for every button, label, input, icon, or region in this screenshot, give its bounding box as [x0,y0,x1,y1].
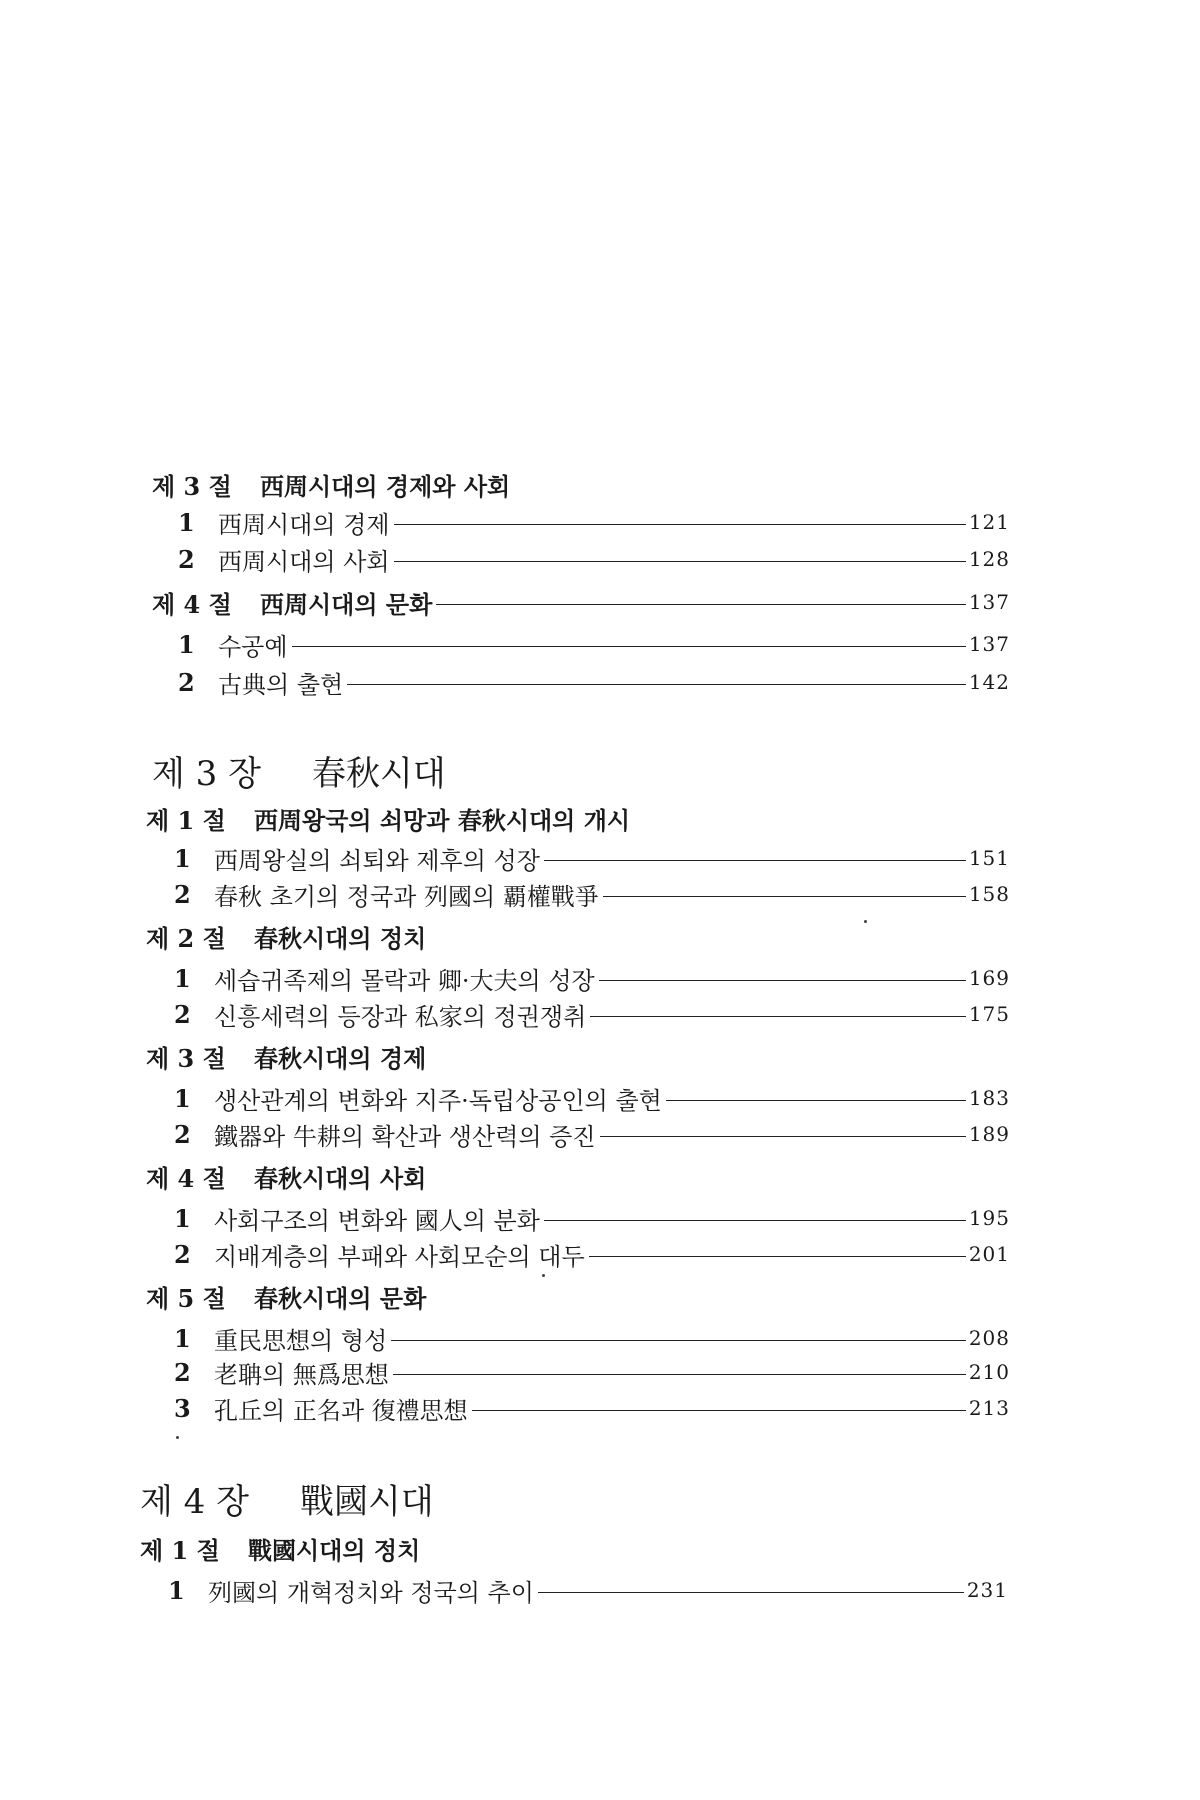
toc-entry[interactable] [174,876,1010,912]
toc-entry[interactable] [178,541,1010,577]
print-speck [542,1274,545,1277]
leader-line [472,1410,966,1411]
leader-line [666,1100,966,1101]
leader-line [393,1374,966,1375]
section-title: 春秋시대의 경제 [254,1043,427,1073]
page-number: 189 [968,1122,1010,1146]
toc-entry[interactable] [168,1572,1008,1608]
toc-entry[interactable] [178,626,1010,662]
chapter-number: 제 4 장 [140,1481,249,1522]
page-number: 231 [966,1578,1008,1602]
page-number: 142 [968,670,1010,694]
section-number: 제 2 절 [146,923,226,953]
section-title: 春秋시대의 사회 [254,1163,427,1193]
section-title: 西周시대의 문화 [260,589,433,619]
print-speck [176,1436,179,1439]
toc-entry[interactable] [178,504,1010,540]
section-number: 제 5 절 [146,1283,226,1313]
toc-section-heading [146,800,994,836]
leader-line [544,860,966,861]
page-number: 195 [968,1206,1010,1230]
toc-entry[interactable] [174,1236,1010,1272]
page-number: 137 [968,632,1010,656]
entry-number: 1 [174,1203,191,1233]
print-speck [864,920,867,923]
page-number: 210 [968,1360,1010,1384]
entry-number: 2 [174,999,191,1029]
leader-line [544,1220,966,1221]
entry-title: 西周왕실의 쇠퇴와 제후의 성장 [214,846,540,875]
leader-line [590,1016,966,1017]
entry-number: 1 [178,629,195,659]
entry-title: 老聃의 無爲思想 [214,1360,389,1389]
page-number: 169 [968,966,1010,990]
page-number: 208 [968,1326,1010,1350]
entry-title: 列國의 개혁정치와 정국의 추이 [208,1578,534,1607]
entry-number: 1 [174,1083,191,1113]
entry-number: 2 [178,544,195,574]
toc-entry[interactable] [174,840,1010,876]
entry-number: 1 [178,507,195,537]
toc-section-heading [146,1158,994,1194]
page-number: 183 [968,1086,1010,1110]
toc-entry[interactable] [174,1080,1010,1116]
toc-section-entry[interactable] [152,584,1010,620]
section-title: 春秋시대의 문화 [254,1283,427,1313]
leader-line [436,604,966,605]
toc-entry[interactable] [174,1200,1010,1236]
page-number: 201 [968,1242,1010,1266]
section-number: 제 3 절 [152,471,232,501]
section-title: 戰國시대의 정치 [248,1535,421,1565]
leader-line [391,1340,966,1341]
entry-number: 2 [174,1357,191,1387]
entry-number: 2 [174,879,191,909]
leader-line [394,524,966,525]
entry-number: 2 [178,667,195,697]
section-number: 제 4 절 [146,1163,226,1193]
leader-line [599,980,966,981]
section-title: 春秋시대의 정치 [254,923,427,953]
leader-line [394,561,966,562]
entry-number: 3 [174,1393,191,1423]
entry-title: 西周시대의 경제 [218,510,390,539]
page-number: 213 [968,1396,1010,1420]
entry-title: 鐵器와 牛耕의 확산과 생산력의 증진 [214,1122,596,1151]
entry-number: 1 [174,1323,191,1353]
toc-entry[interactable] [178,664,1010,700]
entry-number: 2 [174,1119,191,1149]
entry-title: 지배계층의 부패와 사회모순의 대두 [214,1242,585,1271]
leader-line [347,684,966,685]
page-number: 121 [968,510,1010,534]
toc-entry[interactable] [174,960,1010,996]
toc-entry[interactable] [174,1390,1010,1426]
chapter-title: 戰國시대 [300,1481,434,1522]
toc-section-heading [146,1038,994,1074]
chapter-title: 春秋시대 [312,753,446,794]
section-number: 제 4 절 [152,589,232,619]
entry-number: 1 [174,843,191,873]
leader-line [538,1592,964,1593]
entry-title: 사회구조의 변화와 國人의 분화 [214,1206,540,1235]
section-number: 제 1 절 [146,805,226,835]
section-title: 西周시대의 경제와 사회 [260,471,511,501]
page-number: 137 [968,590,1010,614]
entry-number: 2 [174,1239,191,1269]
toc-section-heading [146,918,994,954]
toc-section-heading [140,1530,988,1566]
entry-title: 세습귀족제의 몰락과 卿·大夫의 성장 [214,966,595,995]
page-number: 151 [968,846,1010,870]
toc-section-heading [152,466,1000,502]
toc-entry[interactable] [174,1116,1010,1152]
toc-section-heading [146,1278,994,1314]
leader-line [603,896,966,897]
entry-number: 1 [174,963,191,993]
section-number: 제 1 절 [140,1535,220,1565]
section-title: 西周왕국의 쇠망과 春秋시대의 개시 [254,805,631,835]
entry-number: 1 [168,1575,185,1605]
section-number: 제 3 절 [146,1043,226,1073]
leader-line [589,1256,966,1257]
entry-title: 古典의 출현 [218,670,344,699]
toc-entry[interactable] [174,1320,1010,1356]
leader-line [292,646,966,647]
entry-title: 重民思想의 형성 [214,1326,388,1355]
chapter-number: 제 3 장 [152,753,261,794]
page-number: 158 [968,882,1010,906]
entry-title: 생산관계의 변화와 지주·독립상공인의 출현 [214,1086,662,1115]
toc-chapter-heading [140,1474,988,1522]
toc-entry[interactable] [174,1354,1010,1390]
toc-chapter-heading [152,746,1000,794]
page-number: 128 [968,547,1010,571]
entry-title: 孔丘의 正名과 復禮思想 [214,1396,468,1425]
leader-line [600,1136,966,1137]
toc-entry[interactable] [174,996,1010,1032]
entry-title: 春秋 초기의 정국과 列國의 覇權戰爭 [214,882,599,911]
entry-title: 西周시대의 사회 [218,547,390,576]
page-number: 175 [968,1002,1010,1026]
entry-title: 수공예 [218,632,288,661]
entry-title: 신흥세력의 등장과 私家의 정권쟁취 [214,1002,587,1031]
